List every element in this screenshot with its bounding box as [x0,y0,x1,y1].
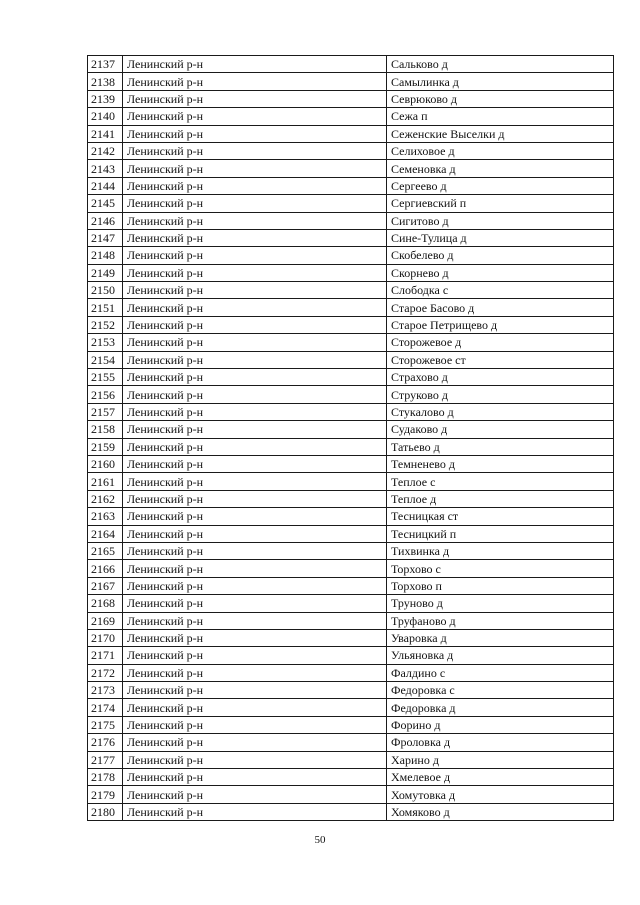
row-number-cell: 2162 [88,490,123,507]
settlement-cell: Темненево д [387,455,614,472]
table-row [88,142,614,159]
table-row [88,577,614,594]
row-number-cell: 2164 [88,525,123,542]
district-cell: Ленинский р-н [123,334,387,351]
district-cell: Ленинский р-н [123,542,387,559]
settlement-cell: Ульяновка д [387,647,614,664]
district-cell: Ленинский р-н [123,577,387,594]
settlement-cell: Форино д [387,716,614,733]
row-number-cell: 2141 [88,125,123,142]
row-number-cell: 2175 [88,716,123,733]
table-row [88,247,614,264]
district-cell: Ленинский р-н [123,125,387,142]
settlement-cell: Сальково д [387,56,614,73]
district-cell: Ленинский р-н [123,803,387,820]
district-cell: Ленинский р-н [123,160,387,177]
settlement-cell: Старое Петрищево д [387,316,614,333]
district-cell: Ленинский р-н [123,73,387,90]
row-number-cell: 2165 [88,542,123,559]
settlement-cell: Труново д [387,595,614,612]
settlement-cell: Федоровка д [387,699,614,716]
row-number-cell: 2144 [88,177,123,194]
table-row [88,177,614,194]
settlement-cell: Торхово с [387,560,614,577]
table-row [88,351,614,368]
row-number-cell: 2160 [88,455,123,472]
row-number-cell: 2138 [88,73,123,90]
district-cell: Ленинский р-н [123,351,387,368]
settlement-cell: Фалдино с [387,664,614,681]
settlement-cell: Сине-Тулица д [387,229,614,246]
row-number-cell: 2158 [88,421,123,438]
settlement-cell: Тесницкий п [387,525,614,542]
table-row [88,108,614,125]
settlement-cell: Хмелевое д [387,769,614,786]
district-cell: Ленинский р-н [123,421,387,438]
row-number-cell: 2140 [88,108,123,125]
district-cell: Ленинский р-н [123,438,387,455]
settlement-cell: Севрюково д [387,90,614,107]
table-row [88,90,614,107]
table-row [88,334,614,351]
row-number-cell: 2179 [88,786,123,803]
table-row [88,560,614,577]
table-row [88,769,614,786]
district-cell: Ленинский р-н [123,769,387,786]
district-cell: Ленинский р-н [123,56,387,73]
table-row [88,734,614,751]
row-number-cell: 2142 [88,142,123,159]
settlement-cell: Сергиевский п [387,195,614,212]
row-number-cell: 2151 [88,299,123,316]
district-cell: Ленинский р-н [123,403,387,420]
district-cell: Ленинский р-н [123,560,387,577]
settlement-cell: Теплое с [387,473,614,490]
district-cell: Ленинский р-н [123,108,387,125]
settlement-cell: Сежа п [387,108,614,125]
district-cell: Ленинский р-н [123,664,387,681]
district-cell: Ленинский р-н [123,647,387,664]
row-number-cell: 2178 [88,769,123,786]
table-row [88,508,614,525]
table-row [88,264,614,281]
row-number-cell: 2154 [88,351,123,368]
settlement-cell: Фроловка д [387,734,614,751]
settlement-cell: Семеновка д [387,160,614,177]
settlement-cell: Судаково д [387,421,614,438]
settlement-cell: Селиховое д [387,142,614,159]
table-row [88,803,614,820]
settlement-cell: Сторожевое ст [387,351,614,368]
row-number-cell: 2177 [88,751,123,768]
settlement-cell: Сергеево д [387,177,614,194]
table-row [88,73,614,90]
settlement-cell: Страхово д [387,369,614,386]
table-row [88,647,614,664]
row-number-cell: 2161 [88,473,123,490]
district-cell: Ленинский р-н [123,508,387,525]
settlement-cell: Скобелево д [387,247,614,264]
settlement-cell: Тихвинка д [387,542,614,559]
row-number-cell: 2168 [88,595,123,612]
settlement-cell: Торхово п [387,577,614,594]
row-number-cell: 2169 [88,612,123,629]
table-row [88,716,614,733]
settlement-cell: Татьево д [387,438,614,455]
table-row [88,473,614,490]
settlements-table-body [88,56,614,821]
district-cell: Ленинский р-н [123,264,387,281]
row-number-cell: 2146 [88,212,123,229]
district-cell: Ленинский р-н [123,455,387,472]
table-row [88,438,614,455]
table-row [88,125,614,142]
table-row [88,699,614,716]
table-row [88,316,614,333]
district-cell: Ленинский р-н [123,316,387,333]
settlement-cell: Труфаново д [387,612,614,629]
district-cell: Ленинский р-н [123,490,387,507]
table-row [88,664,614,681]
row-number-cell: 2167 [88,577,123,594]
district-cell: Ленинский р-н [123,90,387,107]
settlement-cell: Хомяково д [387,803,614,820]
table-row [88,299,614,316]
table-row [88,595,614,612]
table-row [88,56,614,73]
row-number-cell: 2145 [88,195,123,212]
table-row [88,629,614,646]
row-number-cell: 2139 [88,90,123,107]
row-number-cell: 2149 [88,264,123,281]
settlement-cell: Теплое д [387,490,614,507]
row-number-cell: 2155 [88,369,123,386]
district-cell: Ленинский р-н [123,612,387,629]
row-number-cell: 2163 [88,508,123,525]
row-number-cell: 2156 [88,386,123,403]
district-cell: Ленинский р-н [123,682,387,699]
district-cell: Ленинский р-н [123,142,387,159]
district-cell: Ленинский р-н [123,229,387,246]
district-cell: Ленинский р-н [123,629,387,646]
row-number-cell: 2143 [88,160,123,177]
district-cell: Ленинский р-н [123,734,387,751]
row-number-cell: 2173 [88,682,123,699]
district-cell: Ленинский р-н [123,212,387,229]
table-row [88,542,614,559]
table-row [88,490,614,507]
settlement-cell: Тесницкая ст [387,508,614,525]
row-number-cell: 2157 [88,403,123,420]
table-row [88,786,614,803]
table-row [88,403,614,420]
district-cell: Ленинский р-н [123,299,387,316]
table-row [88,455,614,472]
table-row [88,160,614,177]
table-row [88,195,614,212]
district-cell: Ленинский р-н [123,473,387,490]
settlement-cell: Струково д [387,386,614,403]
settlement-cell: Самылинка д [387,73,614,90]
settlement-cell: Скорнево д [387,264,614,281]
table-row [88,751,614,768]
table-row [88,612,614,629]
table-row [88,369,614,386]
district-cell: Ленинский р-н [123,195,387,212]
district-cell: Ленинский р-н [123,247,387,264]
district-cell: Ленинский р-н [123,699,387,716]
table-row [88,229,614,246]
table-row [88,421,614,438]
row-number-cell: 2180 [88,803,123,820]
district-cell: Ленинский р-н [123,525,387,542]
settlements-table [87,55,614,821]
settlement-cell: Уваровка д [387,629,614,646]
district-cell: Ленинский р-н [123,177,387,194]
row-number-cell: 2148 [88,247,123,264]
row-number-cell: 2171 [88,647,123,664]
row-number-cell: 2170 [88,629,123,646]
settlement-cell: Стукалово д [387,403,614,420]
district-cell: Ленинский р-н [123,751,387,768]
settlement-cell: Сеженские Выселки д [387,125,614,142]
settlement-cell: Харино д [387,751,614,768]
settlement-cell: Хомутовка д [387,786,614,803]
row-number-cell: 2159 [88,438,123,455]
row-number-cell: 2147 [88,229,123,246]
row-number-cell: 2153 [88,334,123,351]
district-cell: Ленинский р-н [123,282,387,299]
settlement-cell: Старое Басово д [387,299,614,316]
settlement-cell: Сторожевое д [387,334,614,351]
table-row [88,282,614,299]
settlement-cell: Сигитово д [387,212,614,229]
row-number-cell: 2166 [88,560,123,577]
district-cell: Ленинский р-н [123,386,387,403]
row-number-cell: 2137 [88,56,123,73]
row-number-cell: 2150 [88,282,123,299]
district-cell: Ленинский р-н [123,369,387,386]
district-cell: Ленинский р-н [123,595,387,612]
settlement-cell: Слободка с [387,282,614,299]
table-row [88,386,614,403]
district-cell: Ленинский р-н [123,716,387,733]
table-row [88,212,614,229]
row-number-cell: 2174 [88,699,123,716]
row-number-cell: 2176 [88,734,123,751]
district-cell: Ленинский р-н [123,786,387,803]
table-row [88,525,614,542]
row-number-cell: 2152 [88,316,123,333]
table-row [88,682,614,699]
page-number: 50 [314,834,326,846]
row-number-cell: 2172 [88,664,123,681]
settlement-cell: Федоровка с [387,682,614,699]
